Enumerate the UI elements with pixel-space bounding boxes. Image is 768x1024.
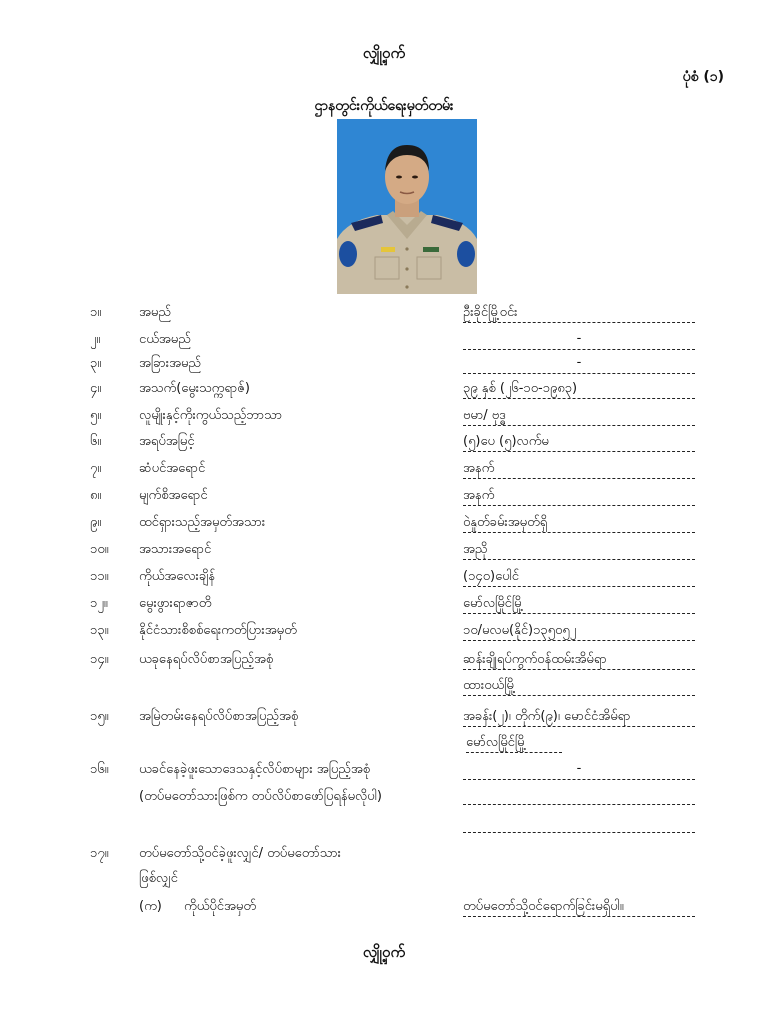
field-label: အသက်(မွေးသက္ကရာဇ်) — [139, 381, 250, 396]
field-value: အနက် — [463, 461, 495, 476]
field-value-line — [463, 595, 695, 614]
field-label: အမည် — [139, 305, 171, 320]
field-number: ၁၀။ — [90, 542, 109, 557]
sub-field-label: ကိုယ်ပိုင်အမှတ် — [184, 899, 256, 914]
field-label: ယခုနေရပ်လိပ်စာအပြည့်အစုံ — [139, 652, 274, 667]
field-number: ၁၁။ — [90, 569, 109, 584]
sub-field-number: (က) — [139, 899, 162, 914]
field-label: တပ်မတော်သို့ဝင်ခဲ့ဖူးလျှင်/ တပ်မတော်သား — [139, 846, 341, 861]
field-label: ယခင်နေခဲ့ဖူးသောဒေသနှင့်လိပ်စာများ အပြည့်အစုံ — [139, 762, 371, 777]
field-number: ၁၃။ — [90, 623, 109, 638]
field-value-line — [463, 433, 695, 452]
field-value-line — [463, 460, 695, 479]
field-label: မျက်စိအရောင် — [139, 488, 208, 503]
field-value: ၃၉ နှစ် (၂၆-၁၀-၁၉၈၃) — [463, 381, 578, 396]
field-value-line-2 — [463, 786, 695, 805]
classification-header: လျှို့ဝှက် — [362, 44, 406, 62]
field-value-line-2 — [463, 677, 695, 696]
field-row-previous-addresses — [0, 761, 768, 783]
field-number: ၅။ — [90, 408, 102, 423]
field-label: လူမျိုးနှင့်ကိုးကွယ်သည့်ဘာသာ — [139, 408, 283, 423]
field-value-line — [463, 380, 695, 399]
field-label: ကိုယ်အလေးချိန် — [139, 569, 215, 584]
field-label: အခြားအမည် — [139, 356, 202, 371]
field-row-age — [0, 380, 768, 402]
field-number: ၆။ — [90, 434, 102, 449]
field-value: - — [576, 761, 582, 776]
form-number: ပုံစံ (၁) — [682, 69, 724, 85]
field-row-current-address — [0, 651, 768, 673]
personnel-photo — [337, 119, 477, 294]
field-label: ဆံပင်အရောင် — [139, 461, 206, 476]
field-number: ၁၄။ — [90, 652, 109, 667]
form-title: ဌာနတွင်းကိုယ်ရေးမှတ်တမ်း — [314, 98, 454, 114]
field-label: မွေးဖွားရာဇာတိ — [139, 596, 212, 611]
field-row-name — [0, 304, 768, 326]
field-value-line — [463, 355, 695, 374]
field-row-nrc — [0, 622, 768, 644]
field-number: ၇။ — [90, 461, 102, 476]
field-value-line — [463, 651, 695, 670]
field-row-nickname — [0, 331, 768, 353]
field-row-birthplace — [0, 595, 768, 617]
field-label-continued: ဖြစ်လျှင် — [139, 871, 178, 886]
field-label: အမြဲတမ်းနေရပ်လိပ်စာအပြည့်အစုံ — [139, 709, 299, 724]
field-label: အသားအရောင် — [139, 542, 212, 557]
field-value: (၁၄၀)ပေါင် — [463, 569, 520, 584]
field-row-race-religion — [0, 407, 768, 429]
field-value: မော်လမြိုင်မြို့ — [463, 596, 524, 611]
field-value-line — [463, 541, 695, 560]
field-value-line — [463, 487, 695, 506]
field-value-line — [463, 304, 695, 323]
field-label: ထင်ရှားသည့်အမှတ်အသား — [139, 515, 266, 530]
field-number: ၁။ — [90, 305, 102, 320]
field-number: ၁၆။ — [90, 762, 109, 777]
field-value-line-2 — [466, 734, 562, 753]
field-value-line — [463, 761, 695, 780]
field-row-complexion — [0, 541, 768, 563]
field-value-line — [463, 568, 695, 587]
field-value: - — [576, 355, 582, 370]
field-value: ဗမာ/ ဗုဒ္ဓ — [463, 408, 506, 423]
field-value: - — [576, 331, 582, 346]
field-value-line-3 — [463, 814, 695, 833]
field-value: ၁၀/မလမ(နိုင်)၁၃၅၀၅၂ — [463, 623, 577, 638]
field-number: ၃။ — [90, 356, 102, 371]
field-value-line — [463, 331, 695, 350]
field-row-hair-color — [0, 460, 768, 482]
field-value: အခန်း(၂)၊ တိုက်(၉)၊ မောင်ငံအိမ်ရာ — [463, 709, 631, 724]
field-number: ၉။ — [90, 515, 102, 530]
field-value: မော်လမြိုင်မြို့ — [466, 735, 527, 750]
field-label: အရပ်အမြင့် — [139, 434, 195, 449]
field-value: အညို — [463, 542, 488, 557]
field-row-distinguishing-mark — [0, 514, 768, 536]
field-label: နိုင်ငံသားစိစစ်ရေးကတ်ပြားအမှတ် — [139, 623, 297, 638]
field-value-line — [463, 622, 695, 641]
field-value-line — [463, 514, 695, 533]
field-value: အနက် — [463, 488, 495, 503]
field-row-height — [0, 433, 768, 455]
field-value: တပ်မတော်သို့ဝင်ရောက်ခြင်းမရှိပါ။ — [463, 899, 624, 914]
field-number: ၁၇။ — [90, 846, 109, 861]
field-number: ၁၅။ — [90, 709, 109, 724]
field-row-alias — [0, 355, 768, 377]
field-label-note: (တပ်မတော်သားဖြစ်က တပ်လိပ်စာဖော်ပြရန်မလိုပါ) — [139, 789, 382, 804]
field-value: ဝဲနှုတ်ခမ်းအမှတ်ရှိ — [463, 515, 548, 530]
field-row-service-number — [0, 898, 768, 920]
field-number: ၈။ — [90, 488, 102, 503]
field-row-weight — [0, 568, 768, 590]
field-value: ဆန်းချိုရပ်ကွက်၀န်ထမ်းအိမ်ရာ — [463, 652, 607, 667]
field-value: (၅)ပေ (၅)လက်မ — [463, 434, 549, 449]
field-label: ငယ်အမည် — [139, 332, 191, 347]
field-value-line — [463, 407, 695, 426]
field-value-line — [463, 708, 695, 727]
classification-footer: လျှို့ဝှက် — [362, 943, 406, 961]
field-row-permanent-address — [0, 708, 768, 730]
field-number: ၂။ — [90, 332, 101, 347]
field-value: ထားဝယ်မြို့ — [463, 678, 516, 693]
field-row-eye-color — [0, 487, 768, 509]
field-number: ၄။ — [90, 381, 102, 396]
field-value: ဦးခိုင်မြို့ဝင်း — [463, 305, 518, 320]
field-number: ၁၂။ — [90, 596, 108, 611]
field-row-military-service — [0, 845, 768, 867]
field-value-line — [463, 898, 695, 917]
